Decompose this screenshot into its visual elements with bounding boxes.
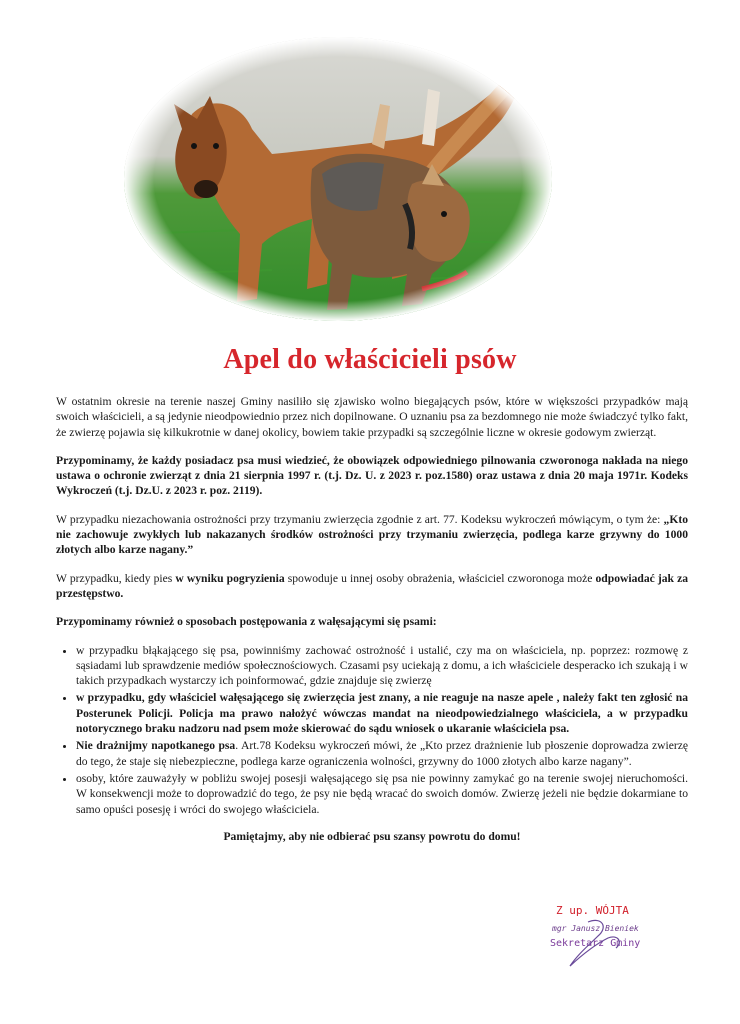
bite-text-1: W przypadku, kiedy pies (56, 571, 176, 585)
signature-line-2: mgr Janusz Bieniek (552, 924, 639, 933)
closing-line: Pamiętajmy, aby nie odbierać psu szansy powrotu do domu! (223, 829, 521, 843)
article-77-text: W przypadku niezachowania ostrożności przy trzymaniu zwierzęcia zgodnie z art. 77. Kodeksu wykroczeń mówiącym, o tym że: (56, 512, 664, 526)
known-owner-text: w przypadku, gdy właściciel wałęsającego się zwierzęcia jest znany, a nie reaguje na nasze apele , należy fakt ten zgłosić na Posterunek Policji. Policja ma prawo nałożyć wówczas mandat na nieodpowiedzialnego właściciela, a w przypadku notorycznego braku nadzoru nad psem może skierować do sądu wniosek o ukaranie właściciela psa. (76, 691, 688, 736)
page-title: Apel do właścicieli psów (223, 344, 517, 375)
list-item-do-not-lock: • osoby, które zauważyły w pobliżu swojej posesji wałęsającego się psa nie powinny zamykać go na terenie swojej nieruchomości. W konsekwencji może to doprowadzić do tego, że psy nie będą wracać do swoich domów. Zwierzę jeżeli nie będzie dokarmiane to samo opuści posesję i wróci do swojego właściciela. (76, 771, 688, 817)
intro-paragraph: W ostatnim okresie na terenie naszej Gminy nasiliło się zjawisko wolno biegających psów, które w większości przypadków mają swoich właścicieli, a są jedynie nieodpowiednio przez nich dopilnowane. O uznaniu psa za bezdomnego nie może świadczyć tylko fakt, że zwierzę pojawia się kilkukrotnie w danej okolicy, bowiem takie przypadki są szczególnie liczne w okresie godowym zwierząt. (56, 395, 688, 439)
document-body (56, 394, 688, 844)
article-77-paragraph (56, 512, 688, 558)
reminder-text: Przypominamy, że każdy posiadacz psa musi wiedzieć, że obowiązek odpowiedniego pilnowania czworonoga nakłada na niego ustawa o ochronie zwierząt z dnia 21 sierpnia 1997 r. (t.j. Dz. U. z 2023 r. poz.1580) oraz ustawa z dnia 20 maja 1971r. Kodeks Wykroczeń (t.j. Dz.U. z 2023 r. poz. 2119). (56, 453, 688, 498)
bite-bold-2: odpowiadać jak za przestępstwo. (56, 571, 689, 600)
dogs-photo (122, 34, 554, 324)
list-intro (56, 614, 688, 629)
article-77-quote: „Kto nie zachowuje zwykłych lub nakazanych środków ostrożności przy trzymaniu zwierzęcia, podlega karze grzywny do 1000 złotych albo karze nagany.” (56, 512, 688, 557)
list-item-do-not-tease (76, 738, 688, 769)
do-not-tease-bold: Nie drażnijmy napotkanego psa (76, 739, 236, 753)
list-intro-text: Przypominamy również o sposobach postępowania z wałęsającymi się psami: (56, 615, 437, 629)
reminder-paragraph (56, 453, 688, 499)
signature-line-3: Sekretarz Gminy (550, 938, 641, 949)
bite-paragraph (56, 571, 688, 602)
list-item-stray-dog: • w przypadku błąkającego się psa, powinniśmy zachować ostrożność i ustalić, czy ma on właściciela, np. poprzez: rozmowę z sąsiadami lub sprawdzenie mediów społecznościowych. Czasami psy uciekają z domu, a ich właściciele desperacko ich szukają i w takich przypadkach wystarczy ich poinformować, gdzie znajduje się zwierzę (76, 643, 688, 689)
signature-line-1: Z up. WÓJTA (556, 904, 629, 917)
guidance-list (56, 643, 688, 817)
handwritten-signature-icon (548, 914, 658, 974)
list-item-known-owner (76, 690, 688, 736)
bite-text-2: spowoduje u innej osoby obrażenia, właściciel czworonoga może (284, 571, 596, 585)
bite-bold-1: w wyniku pogryzienia (175, 571, 285, 585)
signature-stamp (548, 904, 658, 974)
do-not-tease-text: . Art.78 Kodeksu wykroczeń mówi, że „Kto przez drażnienie lub płoszenie doprowadza zwierzę do tego, że staje się niebezpieczne, podlega karze ograniczenia wolności, grzywny do 1000 złotych albo karze nagany”. (76, 739, 688, 768)
